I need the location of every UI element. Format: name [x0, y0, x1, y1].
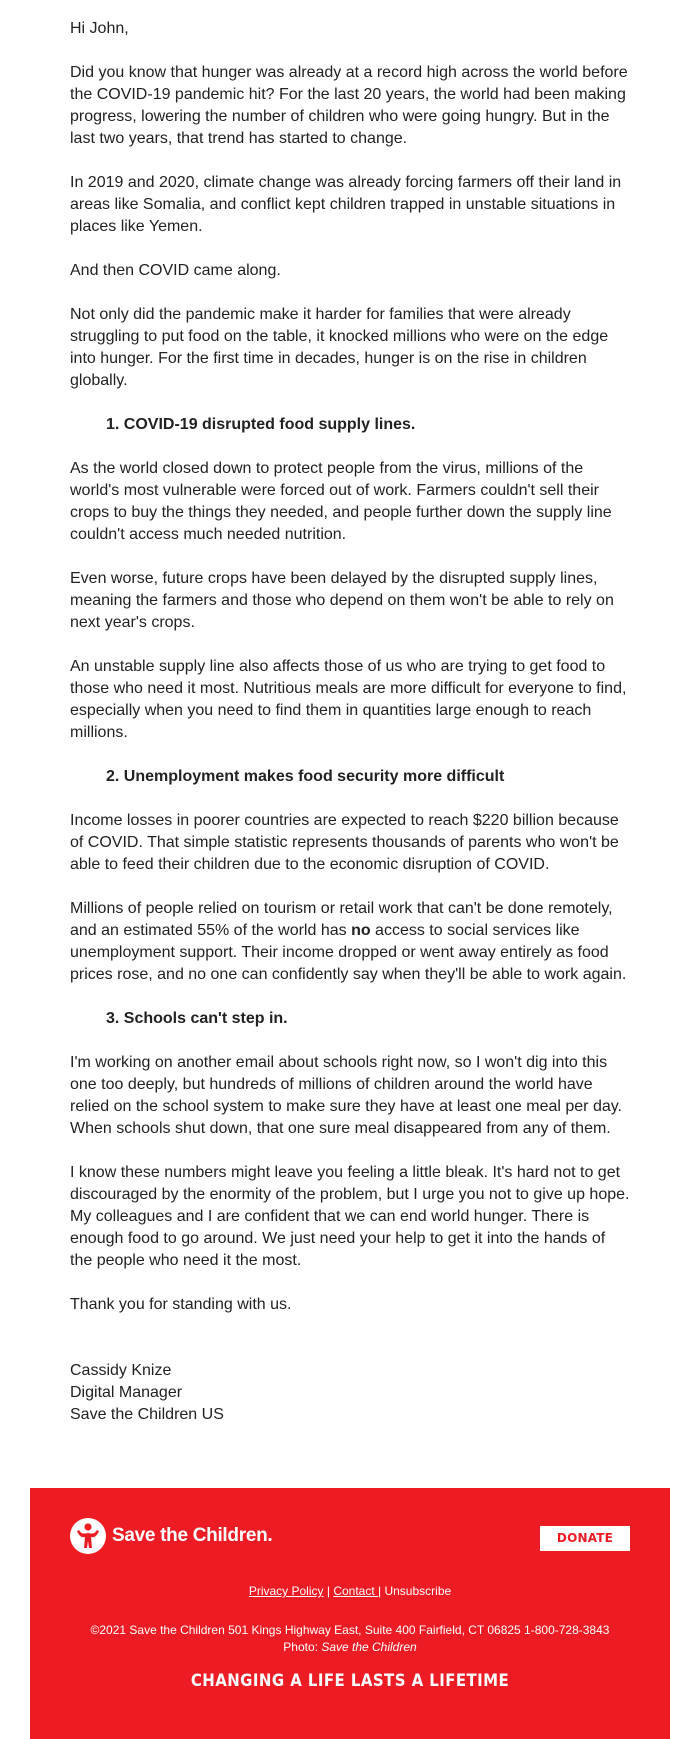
link-separator-1: | [323, 1584, 334, 1598]
signature-title: Digital Manager [70, 1384, 183, 1401]
footer-address-block [30, 1622, 670, 1656]
section2-p2-text-before: Millions of people relied on tourism or retail work that can't be done remotely, and an estimated 55% of the world has [70, 900, 613, 939]
signature [70, 1360, 630, 1426]
brand-logo[interactable] [70, 1518, 272, 1554]
email-footer [30, 1488, 670, 1739]
donate-now-button[interactable]: DONATE NOW [540, 1526, 630, 1551]
footer-tagline: CHANGING A LIFE LASTS A LIFETIME [190, 1671, 510, 1691]
section2-p2-bold: no [351, 922, 371, 939]
intro-paragraph-2: In 2019 and 2020, climate change was already forcing farmers off their land in areas like Somalia, and conflict kept children trapped in unstable situations in places like Yemen. [70, 174, 622, 235]
privacy-policy-link[interactable]: Privacy Policy [248, 1584, 324, 1598]
footer-address: ©2021 Save the Children 501 Kings Highway East, Suite 400 Fairfield, CT 06825 1-800-728-3843 [90, 1623, 610, 1637]
contact-link[interactable]: Contact [333, 1584, 379, 1598]
intro-paragraph-1: Did you know that hunger was already at a record high across the world before the COVID-19 pandemic hit? For the last 20 years, the world had been making progress, lowering the number of children who were going hungry. But in the last two years, that trend has started to change. [70, 64, 628, 147]
footer-links [30, 1584, 670, 1598]
save-the-children-child-icon [70, 1518, 106, 1554]
signature-org: Save the Children US [70, 1406, 224, 1423]
section2-paragraph-1: Income losses in poorer countries are expected to reach $220 billion because of COVID. That simple statistic represents thousands of parents who won't be able to feed their children due to the economic disruption of COVID. [70, 812, 619, 873]
section-heading-3: 3. Schools can't step in. [106, 1010, 288, 1027]
logo-wordmark: Save the Children. [112, 1525, 273, 1546]
section2-p2-text-after: access to social services like unemployment support. Their income dropped or went away entirely as food prices rose, and no one can confidently say when they'll be able to work again. [70, 922, 627, 983]
section3-paragraph-2: I know these numbers might leave you feeling a little bleak. It's hard not to get discouraged by the enormity of the problem, but I urge you not to give up hope. My colleagues and I are confident that we can end world hunger. There is enough food to go around. We just need your help to get it into the hands of the people who need it the most. [70, 1164, 630, 1269]
greeting: Hi John, [70, 20, 129, 37]
section2-paragraph-2 [70, 898, 630, 986]
section-heading-2: 2. Unemployment makes food security more difficult [106, 768, 505, 785]
section-heading-1: 1. COVID-19 disrupted food supply lines. [106, 416, 416, 433]
intro-paragraph-4: Not only did the pandemic make it harder for families that were already struggling to put food on the table, it knocked millions who were on the edge into hunger. For the first time in decades, hunger is on the rise in children globally. [70, 306, 609, 389]
unsubscribe-link[interactable]: Unsubscribe [384, 1584, 452, 1598]
photo-label: Photo: [283, 1640, 322, 1654]
section1-paragraph-2: Even worse, future crops have been delayed by the disrupted supply lines, meaning the farmers and those who depend on them won't be able to rely on next year's crops. [70, 570, 614, 631]
section1-paragraph-1: As the world closed down to protect people from the virus, millions of the world's most vulnerable were forced out of work. Farmers couldn't sell their crops to buy the things they needed, and people further down the supply line couldn't access much needed nutrition. [70, 460, 612, 543]
signature-name: Cassidy Knize [70, 1362, 172, 1379]
photo-credit-line [30, 1639, 670, 1656]
section3-paragraph-1: I'm working on another email about schools right now, so I won't dig into this one too deeply, but hundreds of millions of children around the world have relied on the school system to make sure they have at least one meal per day. When schools shut down, that one sure meal disappeared from any of them. [70, 1054, 622, 1137]
link-separator-2: | [378, 1584, 385, 1598]
closing-line: Thank you for standing with us. [70, 1296, 292, 1313]
section1-paragraph-3: An unstable supply line also affects those of us who are trying to get food to those who need it most. Nutritious meals are more difficult for everyone to find, especially when you need to find them in quantities large enough to reach millions. [70, 658, 627, 741]
intro-paragraph-3: And then COVID came along. [70, 262, 281, 279]
photo-credit: Save the Children [321, 1640, 417, 1654]
